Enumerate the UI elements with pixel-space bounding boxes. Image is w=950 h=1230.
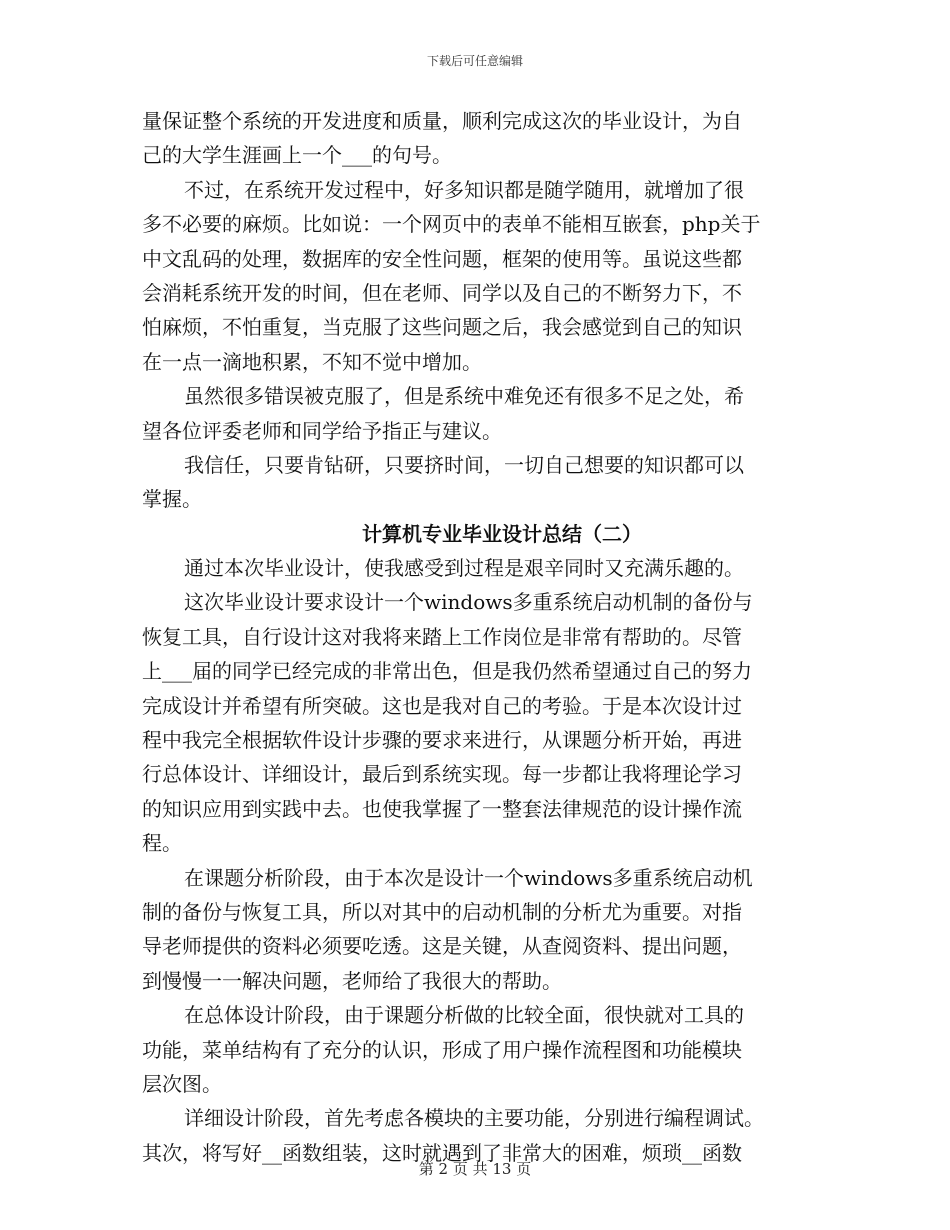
text-line: 程中我完全根据软件设计步骤的要求来进行，从课题分析开始，再进 <box>142 728 742 753</box>
text-line: 功能，菜单结构有了充分的认识，形成了用户操作流程图和功能模块 <box>142 1037 742 1062</box>
text-line: 中文乱码的处理，数据库的安全性问题，框架的使用等。虽说这些都 <box>142 246 742 271</box>
section-title: 计算机专业毕业设计总结（二） <box>362 521 642 546</box>
paragraph-start: 详细设计阶段，首先考虑各模块的主要功能，分别进行编程调试。 <box>184 1106 764 1131</box>
text-line: 怕麻烦，不怕重复，当克服了这些问题之后，我会感觉到自己的知识 <box>142 315 742 340</box>
text-line: 多不必要的麻烦。比如说：一个网页中的表单不能相互嵌套，php关于 <box>142 212 761 237</box>
text-line: 掌握。 <box>142 487 202 512</box>
paragraph-start: 这次毕业设计要求设计一个windows多重系统启动机制的备份与 <box>184 590 753 615</box>
text-line: 到慢慢一一解决问题，老师给了我很大的帮助。 <box>142 968 562 993</box>
text-line: 导老师提供的资料必须要吃透。这是关键，从查阅资料、提出问题， <box>142 934 742 959</box>
text-line: 量保证整个系统的开发进度和质量，顺利完成这次的毕业设计，为自 <box>142 109 742 133</box>
paragraph-start: 在课题分析阶段，由于本次是设计一个windows多重系统启动机 <box>184 865 753 890</box>
text-line: 的知识应用到实践中去。也使我掌握了一整套法律规范的设计操作流 <box>142 796 742 821</box>
paragraph-start: 通过本次毕业设计，使我感受到过程是艰辛同时又充满乐趣的。 <box>184 556 744 581</box>
text-line: 上___届的同学已经完成的非常出色，但是我仍然希望通过自己的努力 <box>142 659 752 684</box>
paragraph-start: 虽然很多错误被克服了，但是系统中难免还有很多不足之处，希 <box>184 384 744 409</box>
page-header: 下载后可任意编辑 <box>426 54 523 68</box>
text-line: 望各位评委老师和同学给予指正与建议。 <box>142 418 502 443</box>
text-line: 恢复工具，自行设计这对我将来踏上工作岗位是非常有帮助的。尽管 <box>142 624 742 649</box>
text-line: 行总体设计、详细设计，最后到系统实现。每一步都让我将理论学习 <box>142 762 742 787</box>
paragraph-start: 不过，在系统开发过程中，好多知识都是随学随用，就增加了很 <box>184 177 744 202</box>
text-line: 在一点一滴地积累，不知不觉中增加。 <box>142 349 482 374</box>
document-body <box>142 104 822 1170</box>
text-line: 其次，将写好__函数组装，这时就遇到了非常大的困难，烦琐__函数 <box>142 1140 742 1165</box>
page-footer: 第 2 页 共 13 页 <box>418 1160 532 1178</box>
text-line: 制的备份与恢复工具，所以对其中的启动机制的分析尤为重要。对指 <box>142 899 742 924</box>
text-line: 层次图。 <box>142 1071 222 1096</box>
text-line: 完成设计并希望有所突破。这也是我对自己的考验。于是本次设计过 <box>142 693 742 718</box>
text-line: 己的大学生涯画上一个___的句号。 <box>142 143 452 168</box>
text-line: 程。 <box>142 831 182 856</box>
text-line: 会消耗系统开发的时间，但在老师、同学以及自己的不断努力下，不 <box>142 280 742 305</box>
paragraph-start: 在总体设计阶段，由于课题分析做的比较全面，很快就对工具的 <box>184 1003 744 1028</box>
paragraph-start: 我信任，只要肯钻研，只要挤时间，一切自己想要的知识都可以 <box>184 452 744 477</box>
